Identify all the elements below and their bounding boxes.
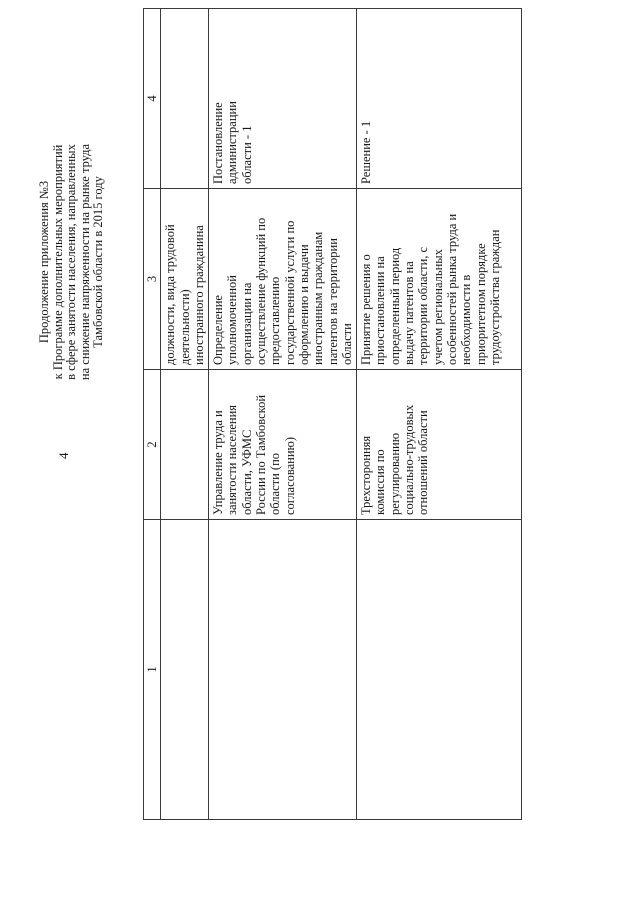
cell-text-line: занятости населения [225, 404, 240, 515]
column-header: 2 [144, 370, 161, 520]
measures-table [143, 8, 522, 820]
table-row [209, 9, 357, 820]
caption-line: к Программе дополнительных мероприятий [50, 144, 65, 380]
cell-text-line: Постановление [211, 102, 226, 184]
caption-line: Продолжение приложения №3 [37, 180, 51, 344]
cell-text-line: Решение - 1 [359, 120, 374, 184]
cell-text-line: согласованию) [282, 436, 297, 515]
caption-line: Тамбовской области в 2015 году [91, 176, 105, 348]
cell-text-line: области - 1 [239, 125, 254, 184]
table-cell [161, 370, 209, 520]
cell-text-line: социально-трудовых [402, 404, 417, 515]
cell-text-line: комиссия по [373, 449, 388, 515]
table-cell [209, 520, 357, 820]
cell-text-line: территории области, с [416, 246, 431, 365]
page-number: 4 [56, 452, 71, 459]
cell-text-line: иностранного гражданина [191, 225, 206, 365]
column-header: 4 [144, 9, 161, 189]
cell-text-line: учетом региональных [430, 249, 445, 365]
cell-text-line: деятельности) [177, 289, 192, 365]
table-cell [161, 189, 209, 370]
caption-line: на снижение напряженности на рынке труда [77, 143, 92, 381]
table-row [357, 9, 522, 820]
cell-text-line: государственной услуги по [282, 220, 297, 365]
cell-text-line: патентов на территории [325, 238, 340, 365]
cell-text-line: должности, вида трудовой [163, 224, 178, 365]
cell-text-line: иностранным гражданам [311, 231, 326, 365]
appendix-caption [38, 72, 106, 452]
cell-text-line: Принятие решения о [359, 254, 374, 365]
column-header: 1 [144, 520, 161, 820]
table-cell [357, 9, 522, 189]
table-cell [357, 520, 522, 820]
cell-text-line: Управление труда и [211, 410, 226, 515]
table-row [161, 9, 209, 820]
cell-text-line: Определение [211, 295, 226, 365]
cell-text-line: организации на [239, 282, 254, 365]
cell-text-line: области [339, 323, 354, 365]
column-header: 3 [144, 189, 161, 370]
cell-text-line: России по Тамбовской [254, 394, 269, 515]
table-cell [357, 370, 522, 520]
cell-text-line: администрации [225, 101, 240, 184]
table-cell [209, 189, 357, 370]
table-cell [161, 9, 209, 189]
table-cell [161, 520, 209, 820]
cell-text-line: определенный период [387, 247, 402, 365]
cell-text-line: осуществление функций по [254, 217, 269, 365]
cell-text-line: трудоустройства граждан [487, 229, 502, 365]
cell-text-line: приостановлении на [373, 256, 388, 365]
cell-text-line: области (по [268, 452, 283, 515]
cell-text-line: Трехсторонняя [359, 435, 374, 515]
cell-text-line: предоставлению [268, 276, 283, 365]
cell-text-line: выдачу патентов на [402, 261, 417, 365]
cell-text-line: необходимости в [459, 274, 474, 365]
cell-text-line: области, УФМС [239, 429, 254, 515]
cell-text-line: приоритетном порядке [473, 243, 488, 365]
cell-text-line: уполномоченной [225, 275, 240, 365]
cell-text-line: регулированию [387, 432, 402, 515]
table-header-row [144, 9, 161, 820]
cell-text-line: оформлению и выдачи [296, 244, 311, 365]
caption-line: в сфере занятости населения, направленных [64, 144, 78, 380]
cell-text-line: отношений области [416, 410, 431, 515]
table-cell [357, 189, 522, 370]
cell-text-line: особенностей рынка труда и [444, 213, 459, 365]
table-cell [209, 370, 357, 520]
table-cell [209, 9, 357, 189]
